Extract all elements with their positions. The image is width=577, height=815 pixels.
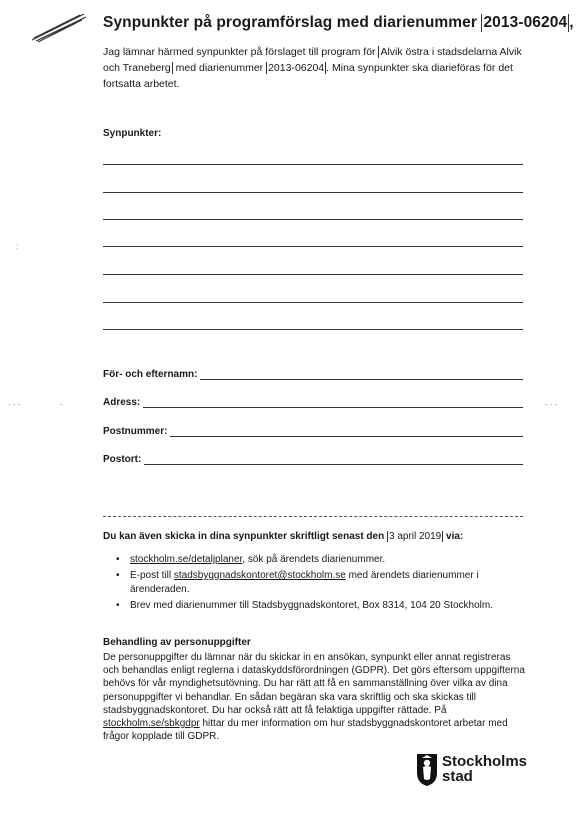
name-label: För- och efternamn: xyxy=(103,369,198,380)
gdpr-heading: Behandling av personuppgifter xyxy=(103,637,251,648)
list-item xyxy=(103,599,523,613)
gdpr-text-end: hittar du mer information om hur stadsbyggnadskontoret arbetar med frågor kopplade till GDPR. xyxy=(103,718,508,743)
bullet-icon: • xyxy=(116,570,120,581)
logo-wordmark xyxy=(442,754,527,784)
list-item-text: Brev med diarienummer till Stadsbyggnadskontoret, Box 8314, 104 20 Stockholm. xyxy=(130,600,493,611)
address-line[interactable] xyxy=(143,398,523,408)
intro-reference-number: 2013-06204 xyxy=(268,62,325,74)
list-item xyxy=(103,569,523,597)
section-divider xyxy=(103,516,523,517)
scan-speck: - - - xyxy=(8,400,21,409)
page-title: Synpunkter på programförslag med diarienummer 2013-06204 , xyxy=(103,14,574,31)
detaljplaner-link[interactable]: stockholm.se/detaljplaner xyxy=(130,554,243,565)
postal-code-field[interactable] xyxy=(103,426,523,437)
list-item-text: E-post till xyxy=(130,570,174,581)
list-item-text: med ärendets diarienummer i ärenderaden. xyxy=(130,570,479,595)
send-heading xyxy=(103,531,463,542)
send-options-list xyxy=(103,553,523,615)
logo-line-1: Stockholms xyxy=(442,753,528,770)
comments-line-1[interactable] xyxy=(103,164,523,165)
scan-speck: - xyxy=(60,400,63,409)
name-line[interactable] xyxy=(200,370,523,380)
bullet-icon: • xyxy=(116,600,120,611)
city-field[interactable] xyxy=(103,454,523,465)
send-heading-text: Du kan även skicka in dina synpunkter skriftligt senast den xyxy=(103,531,387,542)
intro-area: Alvik östra i stadsdelarna Alvik och Traneberg xyxy=(103,46,522,74)
list-item-text: , sök på ärendets diarienummer. xyxy=(242,554,386,565)
scan-speck: - - - xyxy=(545,400,558,409)
gdpr-text: De personuppgifter du lämnar när du skickar in en ansökan, synpunkt eller annat registreras och behandlas enligt reglerna i dataskyddsförordningen (GDPR). Det görs eftersom uppgifterna behövs för vår myndighetsutövning. Du har rätt att få en sammanställning över vilka av dina personuppgifter vi behandlar. En sådan begäran ska vara skriftlig och ska skickas till stadsbyggnadskontoret. Du har också rätt att få felaktiga uppgifter rättade. På xyxy=(103,652,525,716)
intro-paragraph xyxy=(103,44,523,92)
crest-icon xyxy=(416,753,438,787)
email-link[interactable]: stadsbyggnadskontoret@stockholm.se xyxy=(173,570,346,581)
comments-line-7[interactable] xyxy=(103,329,523,330)
comments-label: Synpunkter: xyxy=(103,128,162,139)
title-text: Synpunkter på programförslag med diarienummer xyxy=(103,14,478,31)
send-deadline-date: 3 april 2019 xyxy=(388,531,442,542)
intro-text-2: med diarienummer xyxy=(172,62,267,74)
postal-code-label: Postnummer: xyxy=(103,426,168,437)
address-field[interactable] xyxy=(103,397,523,408)
scan-artifact-mark xyxy=(30,8,88,44)
comments-line-3[interactable] xyxy=(103,219,523,220)
gdpr-link[interactable]: stockholm.se/sbkgdpr xyxy=(103,718,200,730)
city-line[interactable] xyxy=(144,455,523,465)
comments-line-5[interactable] xyxy=(103,274,523,275)
comments-line-4[interactable] xyxy=(103,246,523,247)
comments-line-6[interactable] xyxy=(103,302,523,303)
address-label: Adress: xyxy=(103,397,141,408)
postal-code-line[interactable] xyxy=(170,427,523,437)
bullet-icon: • xyxy=(116,554,120,565)
intro-text-3: . Mina synpunkter ska diarieföras för det fortsatta arbetet. xyxy=(103,62,513,90)
title-reference-number: 2013-06204 xyxy=(483,14,568,31)
intro-text-1: Jag lämnar härmed synpunkter på förslaget till program för xyxy=(103,46,379,58)
logo-line-2: stad xyxy=(442,768,473,785)
send-heading-suffix: via: xyxy=(443,531,464,542)
stockholms-stad-logo xyxy=(416,753,531,793)
city-label: Postort: xyxy=(103,454,142,465)
comments-line-2[interactable] xyxy=(103,192,523,193)
scan-speck: : xyxy=(16,242,19,251)
gdpr-paragraph xyxy=(103,651,528,743)
list-item xyxy=(103,553,523,567)
name-field[interactable] xyxy=(103,369,523,380)
